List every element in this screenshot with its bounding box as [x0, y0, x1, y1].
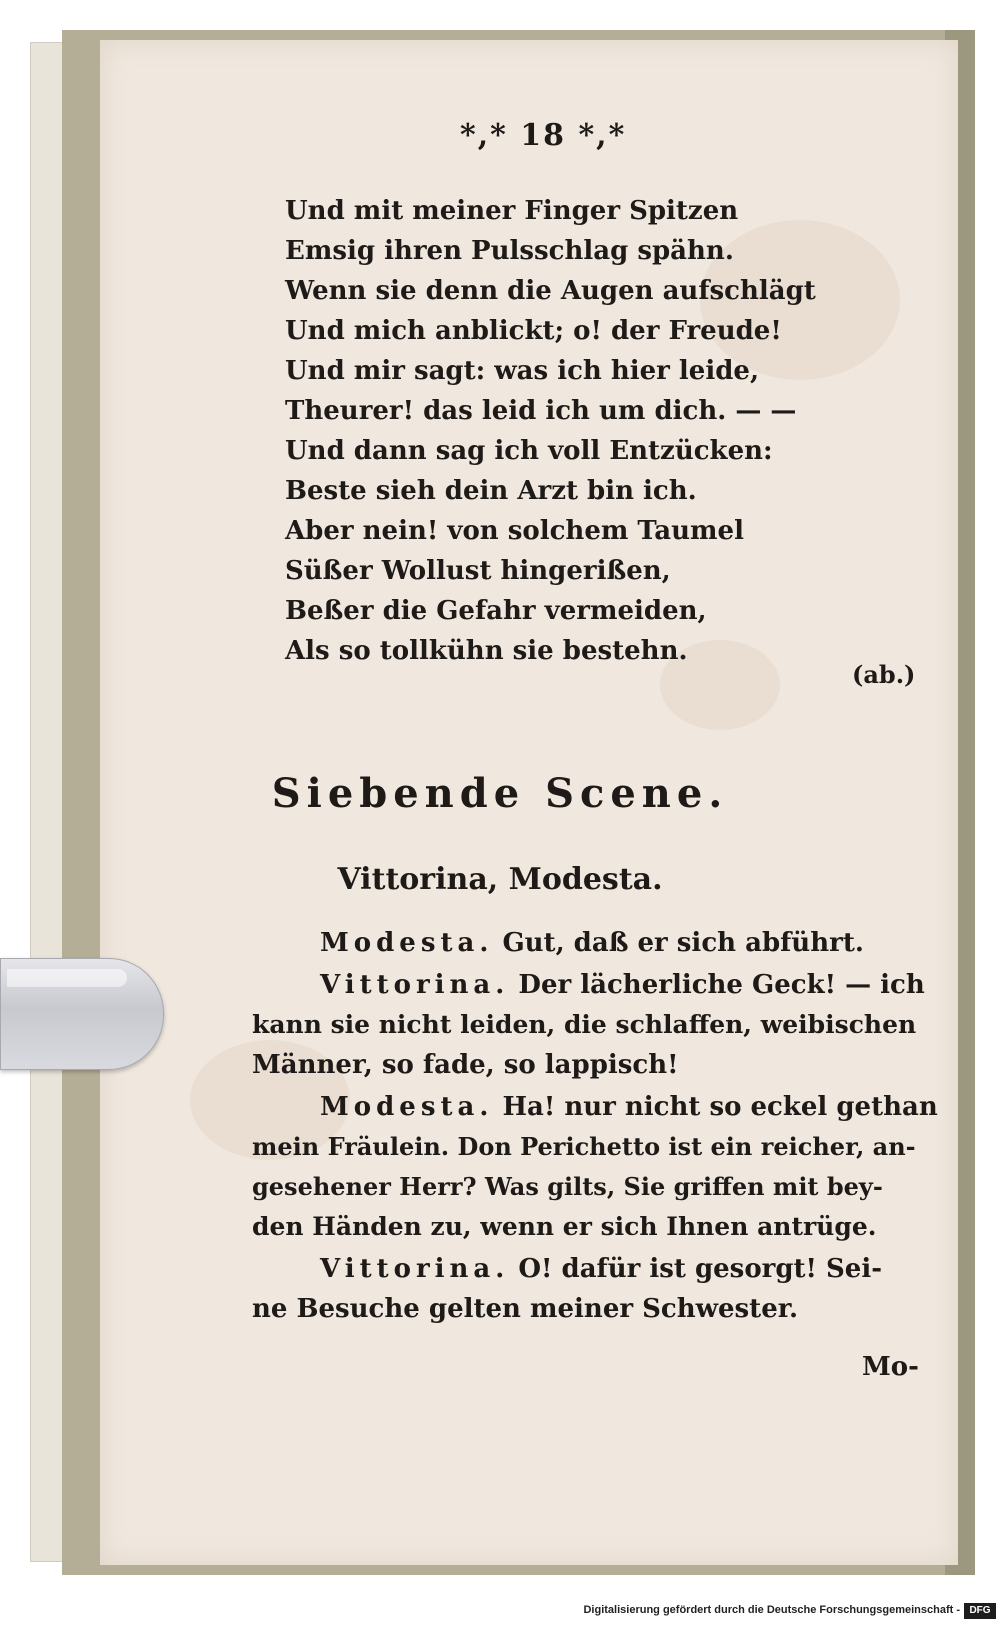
verse-line: Theurer! das leid ich um dich. — — [285, 396, 797, 426]
dialogue-line: kann sie nicht leiden, die schlaffen, weibischen [252, 1010, 917, 1039]
verse-line: Als so tollkühn sie bestehn. [285, 636, 688, 666]
dfg-logo-icon: DFG [964, 1603, 996, 1619]
verse-line: Beßer die Gefahr vermeiden, [285, 596, 707, 626]
verse-line: Und mit meiner Finger Spitzen [285, 196, 739, 226]
verse-line: Beste sieh dein Arzt bin ich. [285, 476, 697, 506]
dialogue-line: ne Besuche gelten meiner Schwester. [252, 1294, 799, 1324]
speaker-name: Modesta. [320, 928, 494, 958]
dialogue-line [320, 928, 864, 958]
page-clip-tab [0, 958, 164, 1070]
dialogue-line [320, 970, 925, 1000]
dialogue-line: Männer, so fade, so lappisch! [252, 1050, 679, 1080]
page-number: *,* 18 *,* [460, 118, 627, 153]
scene-characters: Vittorina, Modesta. [337, 862, 663, 897]
verse-line: Wenn sie denn die Augen aufschlägt [285, 276, 816, 306]
scene-heading: Siebende Scene. [271, 770, 729, 817]
dialogue-text: Der lächerliche Geck! — ich [518, 970, 925, 1000]
stage-direction: (ab.) [852, 660, 916, 689]
footer-bar [0, 1600, 1000, 1625]
catchword: Mo- [862, 1352, 919, 1382]
verse-line: Und mich anblickt; o! der Freude! [285, 316, 782, 346]
dialogue-line [320, 1092, 938, 1122]
dialogue-line: mein Fräulein. Don Perichetto ist ein reicher, an- [252, 1132, 916, 1161]
verse-line: Emsig ihren Pulsschlag spähn. [285, 236, 734, 266]
speaker-name: Modesta. [320, 1092, 494, 1122]
verse-line: Süßer Wollust hingerißen, [285, 556, 671, 586]
verse-line: Aber nein! von solchem Taumel [285, 516, 744, 546]
dialogue-line [320, 1254, 882, 1284]
speaker-name: Vittorina. [320, 970, 510, 1000]
dialogue-text: Ha! nur nicht so eckel gethan [502, 1092, 938, 1122]
dialogue-line: den Händen zu, wenn er sich Ihnen antrüge. [252, 1212, 877, 1241]
verse-line: Und mir sagt: was ich hier leide, [285, 356, 759, 386]
funding-credit: Digitalisierung gefördert durch die Deutsche Forschungsgemeinschaft - [583, 1604, 960, 1616]
dialogue-line: gesehener Herr? Was gilts, Sie griffen mit bey- [252, 1172, 883, 1201]
speaker-name: Vittorina. [320, 1254, 510, 1284]
dialogue-text: Gut, daß er sich abführt. [502, 928, 864, 958]
clip-highlight [7, 969, 127, 987]
dialogue-text: O! dafür ist gesorgt! Sei- [518, 1254, 882, 1284]
verse-line: Und dann sag ich voll Entzücken: [285, 436, 773, 466]
